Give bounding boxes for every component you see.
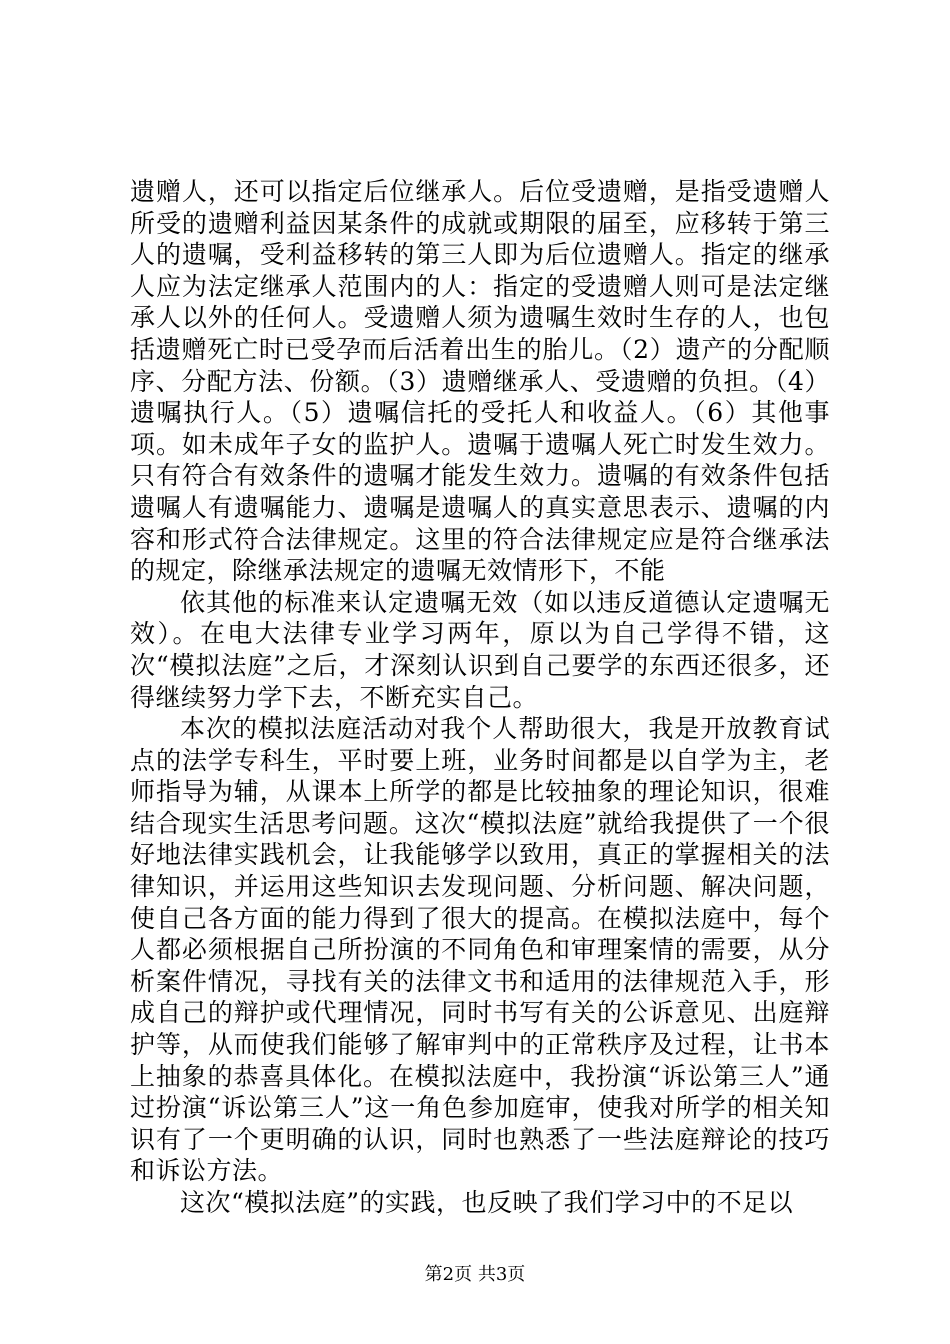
paragraph-1: 遗赠人，还可以指定后位继承人。后位受遗赠，是指受遗赠人所受的遗赠利益因某条件的成就或期限的届至，应移转于第三人的遗嘱，受利益移转的第三人即为后位遗赠人。指定的继承人应为法定继承人范围内的人：指定的受遗赠人则可是法定继承人以外的任何人。受遗赠人须为遗嘱生效时生存的人，也包括遗赠死亡时已受孕而后活着出生的胎儿。（2）遗产的分配顺序、分配方法、份额。（3）遗赠继承人、受遗赠的负担。（4）遗嘱执行人。（5）遗嘱信托的受托人和收益人。（6）其他事项。如未成年子女的监护人。遗嘱于遗嘱人死亡时发生效力。只有符合有效条件的遗嘱才能发生效力。遗嘱的有效条件包括遗嘱人有遗嘱能力、遗嘱是遗嘱人的真实意思表示、遗嘱的内容和形式符合法律规定。这里的符合法律规定应是符合继承法的规定，除继承法规定的遗嘱无效情形下，不能 [130,177,830,586]
paragraph-4: 这次“模拟法庭”的实践，也反映了我们学习中的不足以 [180,1188,794,1217]
paragraph-2: 依其他的标准来认定遗嘱无效（如以违反道德认定遗嘱无效）。在电大法律专业学习两年，原以为自己学得不错，这次“模拟法庭”之后，才深刻认识到自己要学的东西还很多，还得继续努力学下去，不断充实自己。 [130,587,830,712]
document-body [130,176,830,1219]
paragraph-3: 本次的模拟法庭活动对我个人帮助很大，我是开放教育试点的法学专科生，平时要上班，业务时间都是以自学为主，老师指导为辅，从课本上所学的都是比较抽象的理论知识，很难结合现实生活思考问题。这次“模拟法庭”就给我提供了一个很好地法律实践机会，让我能够学以致用，真正的掌握相关的法律知识，并运用这些知识去发现问题、分析问题、解决问题，使自己各方面的能力得到了很大的提高。在模拟法庭中，每个人都必须根据自己所扮演的不同角色和审理案情的需要，从分析案件情况，寻找有关的法律文书和适用的法律规范入手，形成自己的辩护或代理情况，同时书写有关的公诉意见、出庭辩护等，从而使我们能够了解审判中的正常秩序及过程，让书本上抽象的恭喜具体化。在模拟法庭中，我扮演“诉讼第三人”通过扮演“诉讼第三人”这一角色参加庭审，使我对所学的相关知识有了一个更明确的认识，同时也熟悉了一些法庭辩论的技巧和诉讼方法。 [130,714,830,1186]
page-number-footer: 第2页 共3页 [424,1264,526,1285]
